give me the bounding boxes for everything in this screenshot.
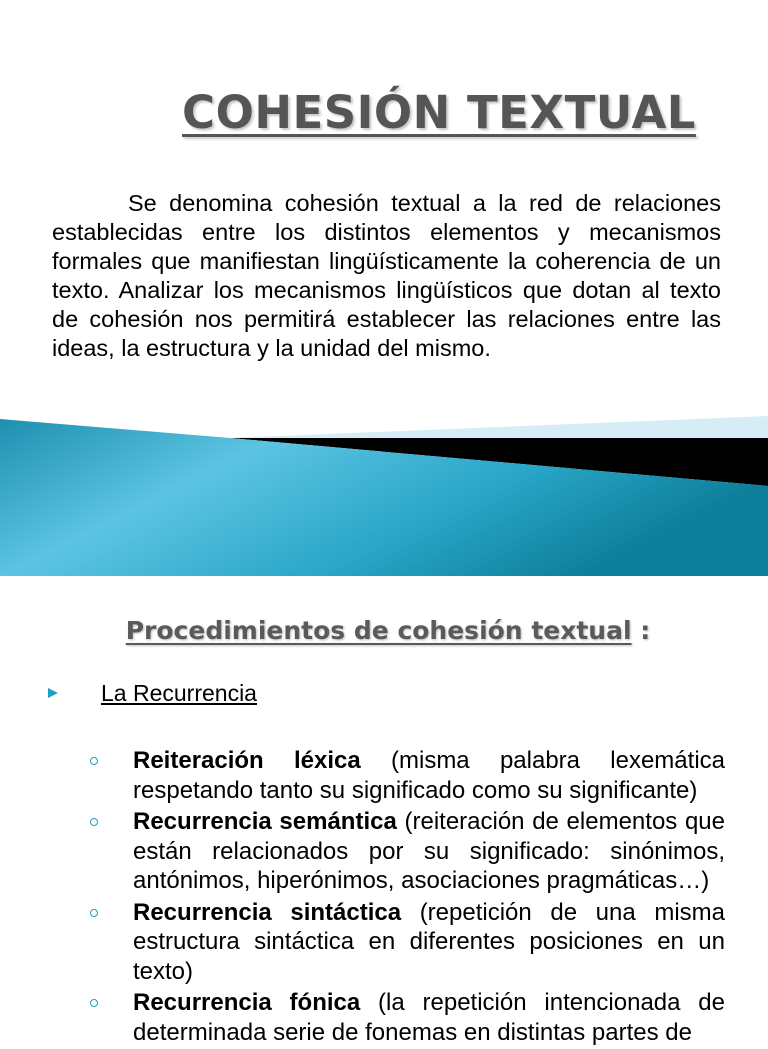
list-item xyxy=(0,807,725,896)
circle-bullet-icon xyxy=(90,818,98,826)
list-item xyxy=(0,746,725,805)
circle-bullet-icon xyxy=(90,757,98,765)
intro-paragraph: Se denomina cohesión textual a la red de relaciones establecidas entre los distintos elementos y mecanismos formales que manifiestan lingüísticamente la coherencia de un texto. Analizar los mecanismos lingüísticos que dotan al texto de cohesión nos permitirá establecer las relaciones entre las ideas, la estructura y la unidad del mismo. xyxy=(52,190,721,361)
arrow-bullet-icon xyxy=(48,688,58,698)
slide-2 xyxy=(0,576,768,1046)
item-term: Reiteración léxica xyxy=(133,747,361,774)
slide-subtitle xyxy=(0,616,768,645)
subtitle-colon: : xyxy=(631,616,651,645)
subtitle-text: Procedimientos de cohesión textual xyxy=(125,616,632,645)
list-item xyxy=(0,898,725,987)
item-term: Recurrencia sintáctica xyxy=(133,898,402,926)
item-description: (reiteración de elementos que están relacionados por su significado: sinónimos, antónimos, hiperónimos, asociaciones pragmáticas…) xyxy=(133,808,725,894)
list-item xyxy=(0,988,725,1047)
slide-title: COHESIÓN TEXTUAL xyxy=(182,86,696,139)
item-description: (misma palabra lexemática respetando tanto su significado como su significante) xyxy=(133,747,725,804)
decorative-wave-band xyxy=(0,416,768,576)
circle-bullet-icon xyxy=(90,909,98,917)
item-description: (la repetición intencionada de determinada serie de fonemas en distintas partes de xyxy=(133,989,725,1046)
item-term: Recurrencia semántica xyxy=(133,808,397,835)
item-term: Recurrencia fónica xyxy=(133,989,361,1016)
recurrence-list xyxy=(0,746,768,1049)
circle-bullet-icon xyxy=(90,999,98,1007)
item-description: (repetición de una misma estructura sintáctica en diferentes posiciones en un texto) xyxy=(133,898,725,985)
section-label: La Recurrencia xyxy=(101,680,257,706)
